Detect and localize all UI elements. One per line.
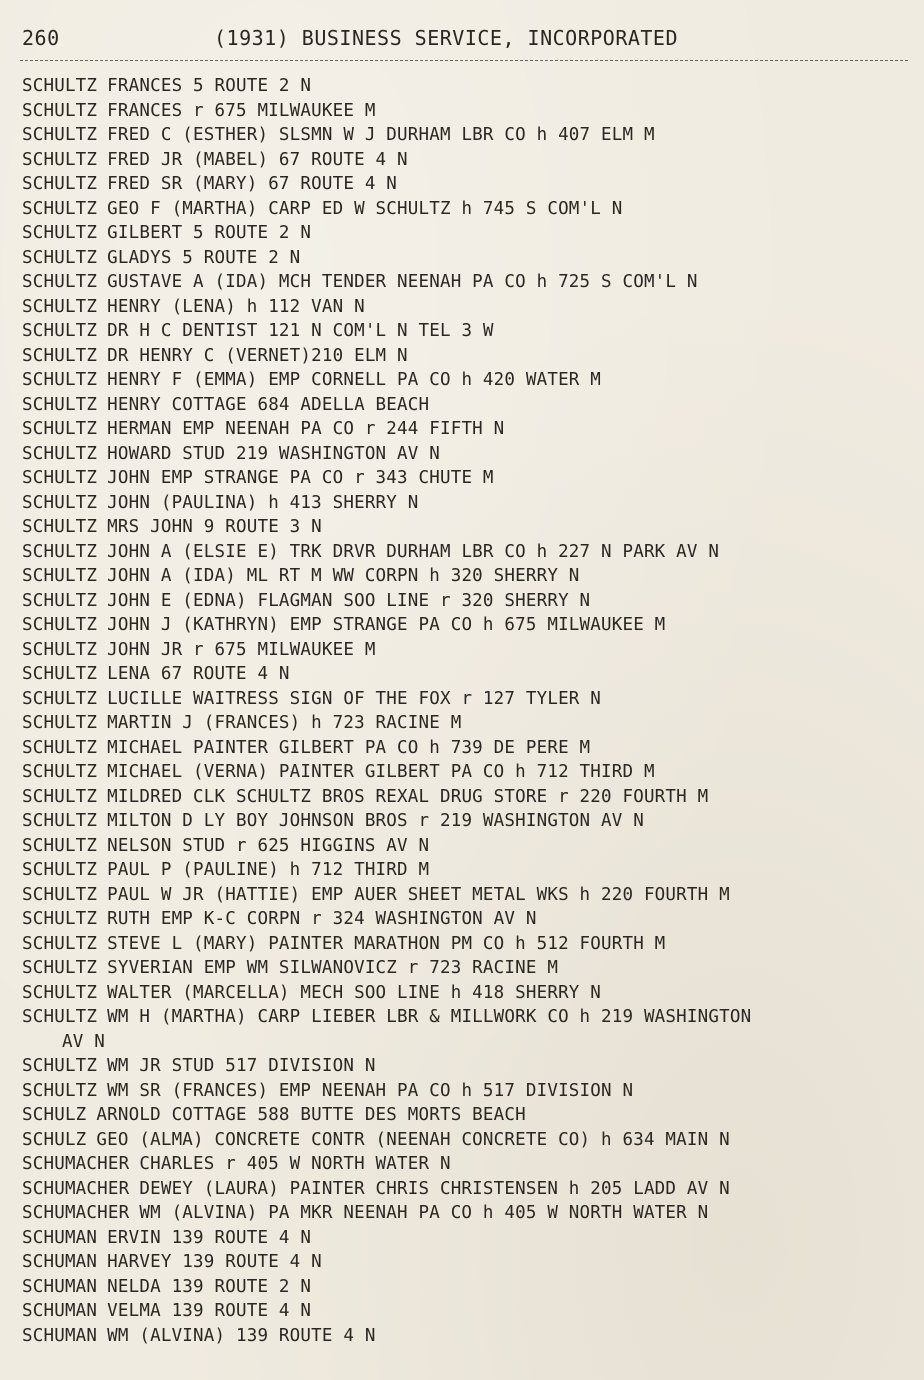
directory-entry <box>22 1152 912 1177</box>
directory-entry <box>22 858 912 883</box>
directory-entry <box>22 1079 912 1104</box>
directory-entry <box>22 1054 912 1079</box>
entry-surname: SCHULTZ <box>22 786 98 807</box>
entry-details: NELSON STUD r 625 HIGGINS AV N <box>107 835 430 856</box>
directory-entry <box>22 344 912 369</box>
page-number: 260 <box>22 26 60 50</box>
entry-surname: SCHULTZ <box>22 1080 98 1101</box>
entry-surname: SCHULZ <box>22 1105 87 1125</box>
directory-entry <box>22 148 912 173</box>
entry-surname: SCHULTZ <box>22 982 98 1003</box>
directory-entry <box>22 1177 912 1202</box>
entry-details: JOHN JR r 675 MILWAUKEE M <box>107 639 376 660</box>
directory-entry <box>22 393 912 418</box>
directory-entry <box>22 246 912 271</box>
directory-entry <box>22 515 912 540</box>
entry-surname: SCHULTZ <box>22 198 98 219</box>
entry-surname: SCHULTZ <box>22 566 98 586</box>
directory-entry <box>22 417 912 442</box>
entry-details: WALTER (MARCELLA) MECH SOO LINE h 418 SHERRY N <box>107 982 602 1003</box>
entry-surname: SCHUMAN <box>22 1301 98 1321</box>
entry-details: NELDA 139 ROUTE 2 N <box>107 1276 312 1297</box>
entry-surname: SCHUMAN <box>22 1276 98 1297</box>
entry-details: FRED C (ESTHER) SLSMN W J DURHAM LBR CO h 407 ELM M <box>107 125 655 145</box>
entry-details: HENRY COTTAGE 684 ADELLA BEACH <box>107 394 430 415</box>
entry-surname: SCHULTZ <box>22 76 98 96</box>
entry-details: JOHN (PAULINA) h 413 SHERRY N <box>107 492 419 513</box>
entry-details: FRED SR (MARY) 67 ROUTE 4 N <box>107 174 398 194</box>
entry-details: HARVEY 139 ROUTE 4 N <box>107 1252 322 1272</box>
directory-entry <box>22 589 912 614</box>
entry-surname: SCHULTZ <box>22 272 98 292</box>
entry-surname: SCHULTZ <box>22 884 98 905</box>
entry-surname: SCHULTZ <box>22 811 98 831</box>
directory-entry <box>22 540 912 565</box>
directory-entry <box>22 981 912 1006</box>
entry-details: VELMA 139 ROUTE 4 N <box>107 1301 312 1321</box>
entry-surname: SCHULTZ <box>22 443 98 464</box>
directory-entry <box>22 687 912 712</box>
entry-details: MILTON D LY BOY JOHNSON BROS r 219 WASHINGTON AV N <box>107 811 644 831</box>
directory-entry <box>22 99 912 124</box>
entry-surname: SCHULTZ <box>22 688 98 709</box>
entry-surname: SCHUMAN <box>22 1252 98 1272</box>
entry-details: WM (ALVINA) 139 ROUTE 4 N <box>107 1325 376 1346</box>
entry-surname: SCHULTZ <box>22 125 98 145</box>
directory-entry <box>22 491 912 516</box>
directory-entry <box>22 1299 912 1324</box>
entry-details: MICHAEL PAINTER GILBERT PA CO h 739 DE PERE M <box>107 737 591 758</box>
directory-entry <box>22 1226 912 1251</box>
entry-details: JOHN A (IDA) ML RT M WW CORPN h 320 SHERRY N <box>107 566 580 586</box>
directory-entry <box>22 564 912 589</box>
directory-entry <box>22 613 912 638</box>
entry-details: GEO (ALMA) CONCRETE CONTR (NEENAH CONCRETE CO) h 634 MAIN N <box>96 1129 730 1150</box>
entry-surname: SCHULTZ <box>22 174 98 194</box>
directory-entry <box>22 736 912 761</box>
directory-entry <box>22 270 912 295</box>
entry-surname: SCHULTZ <box>22 223 98 243</box>
directory-entry <box>22 760 912 785</box>
directory-entry <box>22 1128 912 1153</box>
entry-details: HENRY F (EMMA) EMP CORNELL PA CO h 420 WATER M <box>107 370 602 390</box>
entry-details: MRS JOHN 9 ROUTE 3 N <box>107 517 322 537</box>
entry-details: AV N <box>62 1031 105 1052</box>
entry-details: PAUL P (PAULINE) h 712 THIRD M <box>107 860 430 880</box>
entry-surname: SCHULTZ <box>22 468 98 488</box>
entry-details: DEWEY (LAURA) PAINTER CHRIS CHRISTENSEN h 205 LADD AV N <box>139 1178 730 1199</box>
directory-entry <box>22 295 912 320</box>
entry-surname: SCHULTZ <box>22 713 98 733</box>
directory-entry <box>22 834 912 859</box>
entry-surname: SCHULTZ <box>22 370 98 390</box>
directory-entry <box>22 1324 912 1349</box>
entry-details: HOWARD STUD 219 WASHINGTON AV N <box>107 443 440 464</box>
entry-surname: SCHULTZ <box>22 860 98 880</box>
directory-entry <box>22 221 912 246</box>
entry-surname: SCHULTZ <box>22 517 98 537</box>
entry-surname: SCHULTZ <box>22 394 98 415</box>
entry-details: LENA 67 ROUTE 4 N <box>107 664 290 684</box>
entry-details: JOHN EMP STRANGE PA CO r 343 CHUTE M <box>107 468 494 488</box>
entry-details: MARTIN J (FRANCES) h 723 RACINE M <box>107 713 462 733</box>
entry-surname: SCHULTZ <box>22 1007 98 1027</box>
entry-surname: SCHUMACHER <box>22 1154 130 1174</box>
entry-details: MICHAEL (VERNA) PAINTER GILBERT PA CO h 712 THIRD M <box>107 762 655 782</box>
entry-details: HENRY (LENA) h 112 VAN N <box>107 296 365 317</box>
entry-details: ERVIN 139 ROUTE 4 N <box>107 1227 312 1248</box>
entry-surname: SCHULTZ <box>22 615 98 635</box>
entry-details: STEVE L (MARY) PAINTER MARATHON PM CO h 512 FOURTH M <box>107 933 666 954</box>
entry-details: ARNOLD COTTAGE 588 BUTTE DES MORTS BEACH <box>96 1105 526 1125</box>
entry-details: FRED JR (MABEL) 67 ROUTE 4 N <box>107 149 408 170</box>
entry-details: GUSTAVE A (IDA) MCH TENDER NEENAH PA CO h 725 S COM'L N <box>107 272 698 292</box>
directory-entry <box>22 466 912 491</box>
entry-surname: SCHUMAN <box>22 1325 98 1346</box>
entry-surname: SCHUMACHER <box>22 1178 130 1199</box>
entry-surname: SCHULTZ <box>22 762 98 782</box>
entry-details: PAUL W JR (HATTIE) EMP AUER SHEET METAL WKS h 220 FOURTH M <box>107 884 730 905</box>
directory-entry <box>22 1250 912 1275</box>
entry-details: JOHN A (ELSIE E) TRK DRVR DURHAM LBR CO h 227 N PARK AV N <box>107 541 720 562</box>
directory-entry <box>22 711 912 736</box>
entry-surname: SCHULTZ <box>22 933 98 954</box>
directory-entry <box>22 1275 912 1300</box>
entry-details: GLADYS 5 ROUTE 2 N <box>107 247 301 268</box>
directory-entry <box>22 662 912 687</box>
entry-surname: SCHULTZ <box>22 664 98 684</box>
entry-surname: SCHULTZ <box>22 909 98 929</box>
entry-surname: SCHUMACHER <box>22 1203 130 1223</box>
entry-details: DR H C DENTIST 121 N COM'L N TEL 3 W <box>107 321 494 341</box>
entry-surname: SCHULTZ <box>22 492 98 513</box>
directory-entry <box>22 809 912 834</box>
entry-surname: SCHULTZ <box>22 296 98 317</box>
directory-entry <box>22 368 912 393</box>
directory-entry <box>22 319 912 344</box>
entry-surname: SCHULTZ <box>22 1056 98 1076</box>
entry-surname: SCHULTZ <box>22 321 98 341</box>
entry-details: MILDRED CLK SCHULTZ BROS REXAL DRUG STORE r 220 FOURTH M <box>107 786 709 807</box>
entry-surname: SCHULTZ <box>22 419 98 439</box>
directory-entry <box>22 932 912 957</box>
entry-details: JOHN E (EDNA) FLAGMAN SOO LINE r 320 SHERRY N <box>107 590 591 611</box>
directory-entry <box>22 197 912 222</box>
entry-details: WM SR (FRANCES) EMP NEENAH PA CO h 517 DIVISION N <box>107 1080 634 1101</box>
entry-surname: SCHULTZ <box>22 835 98 856</box>
directory-entry <box>22 442 912 467</box>
running-title: (1931) BUSINESS SERVICE, INCORPORATED <box>214 26 679 50</box>
directory-entry <box>22 172 912 197</box>
directory-entry <box>22 956 912 981</box>
entry-surname: SCHULTZ <box>22 247 98 268</box>
directory-entry-list <box>22 74 912 1348</box>
entry-surname: SCHULTZ <box>22 639 98 660</box>
entry-details: WM JR STUD 517 DIVISION N <box>107 1056 376 1076</box>
entry-details: RUTH EMP K-C CORPN r 324 WASHINGTON AV N <box>107 909 537 929</box>
entry-details: WM (ALVINA) PA MKR NEENAH PA CO h 405 W NORTH WATER N <box>139 1203 709 1223</box>
entry-details: WM H (MARTHA) CARP LIEBER LBR & MILLWORK CO h 219 WASHINGTON <box>107 1007 752 1027</box>
entry-surname: SCHULTZ <box>22 100 98 121</box>
entry-surname: SCHULZ <box>22 1129 87 1150</box>
entry-surname: SCHULTZ <box>22 541 98 562</box>
entry-details: SYVERIAN EMP WM SILWANOVICZ r 723 RACINE M <box>107 958 559 978</box>
entry-details: CHARLES r 405 W NORTH WATER N <box>139 1154 451 1174</box>
entry-details: DR HENRY C (VERNET)210 ELM N <box>107 345 408 366</box>
entry-details: GEO F (MARTHA) CARP ED W SCHULTZ h 745 S COM'L N <box>107 198 623 219</box>
directory-entry <box>22 785 912 810</box>
directory-entry <box>22 883 912 908</box>
entry-surname: SCHULTZ <box>22 737 98 758</box>
directory-entry-continuation <box>22 1030 912 1055</box>
entry-surname: SCHULTZ <box>22 149 98 170</box>
directory-entry <box>22 907 912 932</box>
entry-details: FRANCES 5 ROUTE 2 N <box>107 76 312 96</box>
entry-surname: SCHUMAN <box>22 1227 98 1248</box>
entry-details: JOHN J (KATHRYN) EMP STRANGE PA CO h 675 MILWAUKEE M <box>107 615 666 635</box>
directory-entry <box>22 1103 912 1128</box>
page-header <box>22 24 902 54</box>
entry-details: FRANCES r 675 MILWAUKEE M <box>107 100 376 121</box>
entry-details: LUCILLE WAITRESS SIGN OF THE FOX r 127 TYLER N <box>107 688 602 709</box>
entry-surname: SCHULTZ <box>22 590 98 611</box>
directory-entry <box>22 1201 912 1226</box>
header-divider <box>20 60 908 61</box>
entry-surname: SCHULTZ <box>22 958 98 978</box>
entry-surname: SCHULTZ <box>22 345 98 366</box>
entry-details: HERMAN EMP NEENAH PA CO r 244 FIFTH N <box>107 419 505 439</box>
directory-entry <box>22 1005 912 1030</box>
directory-entry <box>22 74 912 99</box>
directory-entry <box>22 638 912 663</box>
entry-details: GILBERT 5 ROUTE 2 N <box>107 223 312 243</box>
directory-entry <box>22 123 912 148</box>
